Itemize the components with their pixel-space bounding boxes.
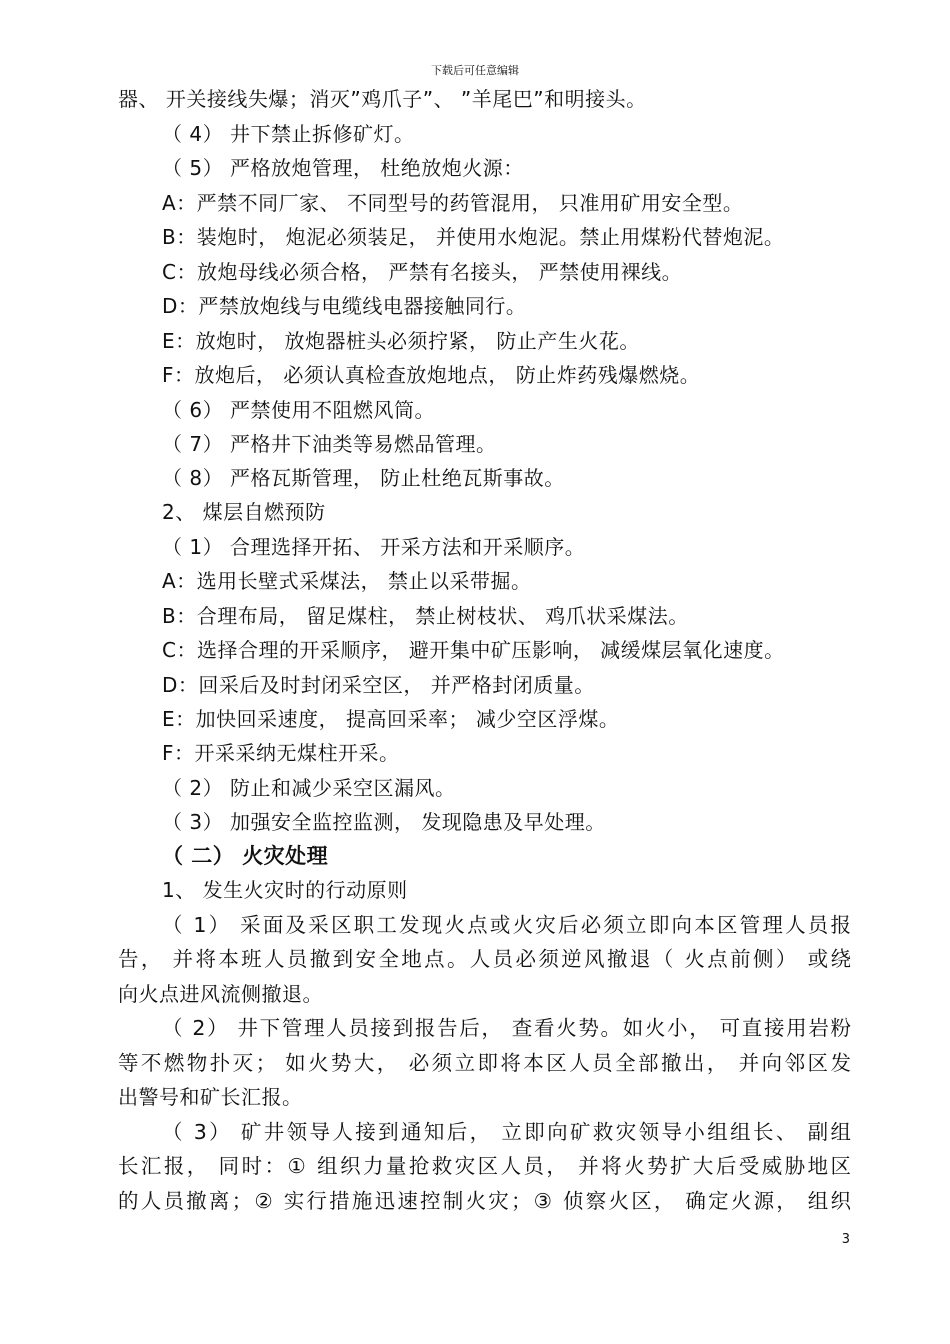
section-heading: （ 二） 火灾处理 [162,844,329,868]
section-heading: 2、 煤层自燃预防 [162,500,326,524]
text-line: B：合理布局， 留足煤柱， 禁止树枝状、 鸡爪状采煤法。 [162,604,689,628]
text-line: （ 2） 防止和减少采空区漏风。 [162,776,456,800]
paragraph-line: 出警号和矿长汇报。 [118,1085,303,1109]
text-line: （ 4） 井下禁止拆修矿灯。 [162,122,415,146]
text-line: （ 6） 严禁使用不阻燃风筒。 [162,398,435,422]
text-line: D：回采后及时封闭采空区， 并严格封闭质量。 [162,673,595,697]
section-heading: 1、 发生火灾时的行动原则 [162,878,408,902]
text-line: （ 7） 严格井下油类等易燃品管理。 [162,432,497,456]
text-line: C：选择合理的开采顺序， 避开集中矿压影响， 减缓煤层氧化速度。 [162,638,785,662]
paragraph-line: 向火点进风流侧撤退。 [118,982,323,1006]
text-line: E：放炮时， 放炮器桩头必须拧紧， 防止产生火花。 [162,329,640,353]
text-line: B：装炮时， 炮泥必须装足， 并使用水炮泥。禁止用煤粉代替炮泥。 [162,225,785,249]
text-line: （ 5） 严格放炮管理， 杜绝放炮火源： [162,156,524,180]
text-line: （ 8） 严格瓦斯管理， 防止杜绝瓦斯事故。 [162,466,565,490]
text-line: D：严禁放炮线与电缆线电器接触同行。 [162,294,527,318]
text-line: （ 1） 合理选择开拓、 开采方法和开采顺序。 [162,535,586,559]
paragraph-line: 告， 并将本班人员撤到安全地点。人员必须逆风撤退（ 火点前侧） 或绕 [118,947,851,971]
paragraph-line: （ 1） 采面及采区职工发现火点或火灾后必须立即向本区管理人员报 [162,913,851,937]
page-number: 3 [841,1232,850,1247]
text-line: A：选用长壁式采煤法， 禁止以采带掘。 [162,569,532,593]
text-line: A：严禁不同厂家、 不同型号的药管混用， 只准用矿用安全型。 [162,191,744,215]
paragraph-line: 的人员撤离；② 实行措施迅速控制火灾；③ 侦察火区， 确定火源， 组织 [118,1189,851,1213]
paragraph-line: （ 3） 矿井领导人接到通知后， 立即向矿救灾领导小组组长、 副组 [162,1120,851,1144]
text-line: C：放炮母线必须合格， 严禁有名接头， 严禁使用裸线。 [162,260,683,284]
page-header: 下载后可任意编辑 [431,64,519,77]
text-line: F：放炮后， 必须认真检查放炮地点， 防止炸药残爆燃烧。 [162,363,701,387]
text-line: F：开采采纳无煤柱开采。 [162,741,400,765]
text-line: E：加快回采速度， 提高回采率； 减少空区浮煤。 [162,707,620,731]
text-line: 器、 开关接线失爆；消灭”鸡爪子”、 ”羊尾巴”和明接头。 [118,87,647,111]
paragraph-line: （ 2） 井下管理人员接到报告后， 查看火势。如火小， 可直接用岩粉 [162,1016,851,1040]
text-line: （ 3） 加强安全监控监测， 发现隐患及早处理。 [162,810,606,834]
paragraph-line: 长汇报， 同时：① 组织力量抢救灾区人员， 并将火势扩大后受威胁地区 [118,1154,851,1178]
paragraph-line: 等不燃物扑灭； 如火势大， 必须立即将本区人员全部撤出， 并向邻区发 [118,1051,851,1075]
